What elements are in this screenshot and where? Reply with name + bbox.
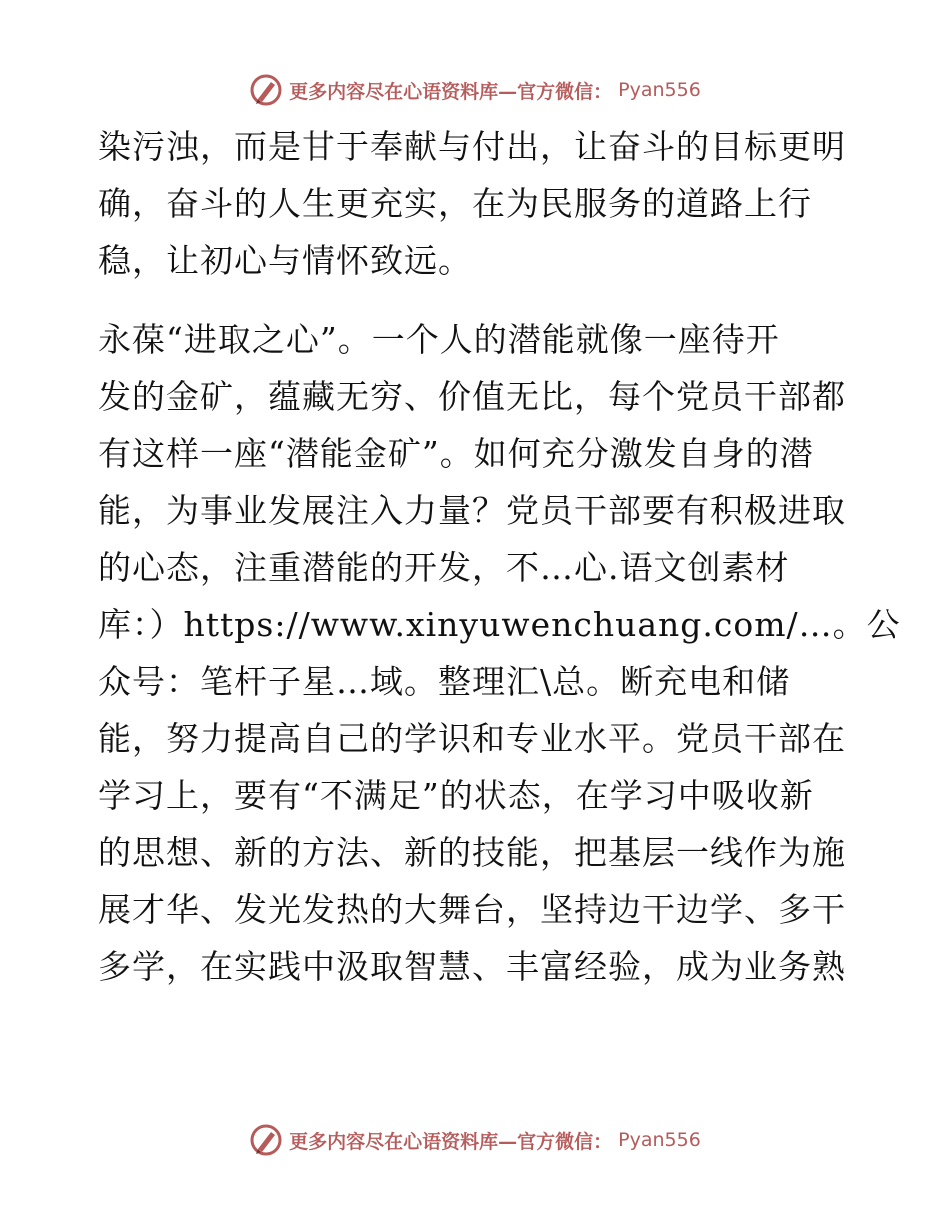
text-line: 确，奋斗的人生更充实，在为民服务的道路上行 bbox=[98, 184, 812, 223]
pen-logo-icon bbox=[249, 73, 283, 107]
text-line: 稳，让初心与情怀致远。 bbox=[98, 241, 472, 280]
text-line: 发的金矿，蕴藏无穷、价值无比，每个党员干部都 bbox=[98, 377, 846, 416]
text-line: 展才华、发光发热的大舞台，坚持边干边学、多干 bbox=[98, 890, 846, 929]
paragraph-spacer bbox=[98, 289, 858, 311]
text-line: 能，努力提高自己的学识和专业水平。党员干部在 bbox=[98, 719, 846, 758]
document-body bbox=[98, 118, 901, 995]
header-wechat-handle: Pyan556 bbox=[618, 79, 701, 101]
pen-logo-icon bbox=[249, 1123, 283, 1157]
header-banner-text: 更多内容尽在心语资料库—官方微信： bbox=[289, 80, 613, 103]
paragraph-1 bbox=[98, 118, 858, 289]
text-line: 永葆“进取之心”。一个人的潜能就像一座待开 bbox=[98, 320, 780, 359]
text-line: 染污浊，而是甘于奉献与付出，让奋斗的目标更明 bbox=[98, 127, 846, 166]
paragraph-2 bbox=[98, 311, 901, 995]
text-line: 能，为事业发展注入力量？党员干部要有积极进取 bbox=[98, 491, 846, 530]
text-line: 的心态，注重潜能的开发，不…心.语文创素材 bbox=[98, 548, 790, 587]
text-line: 多学，在实践中汲取智慧、丰富经验，成为业务熟 bbox=[98, 947, 846, 986]
text-line: 学习上，要有“不满足”的状态，在学习中吸收新 bbox=[98, 776, 814, 815]
header-banner bbox=[0, 70, 950, 110]
footer-banner bbox=[0, 1120, 950, 1160]
footer-wechat-handle: Pyan556 bbox=[618, 1129, 701, 1151]
text-line: 有这样一座“潜能金矿”。如何充分激发自身的潜 bbox=[98, 434, 814, 473]
footer-banner-text: 更多内容尽在心语资料库—官方微信： bbox=[289, 1130, 613, 1153]
text-line: 的思想、新的方法、新的技能，把基层一线作为施 bbox=[98, 833, 846, 872]
text-line: 库：）https://www.xinyuwenchuang.com/…。公 bbox=[98, 605, 901, 644]
text-line: 众号：笔杆子星…域。整理汇\总。断充电和储 bbox=[98, 662, 791, 701]
